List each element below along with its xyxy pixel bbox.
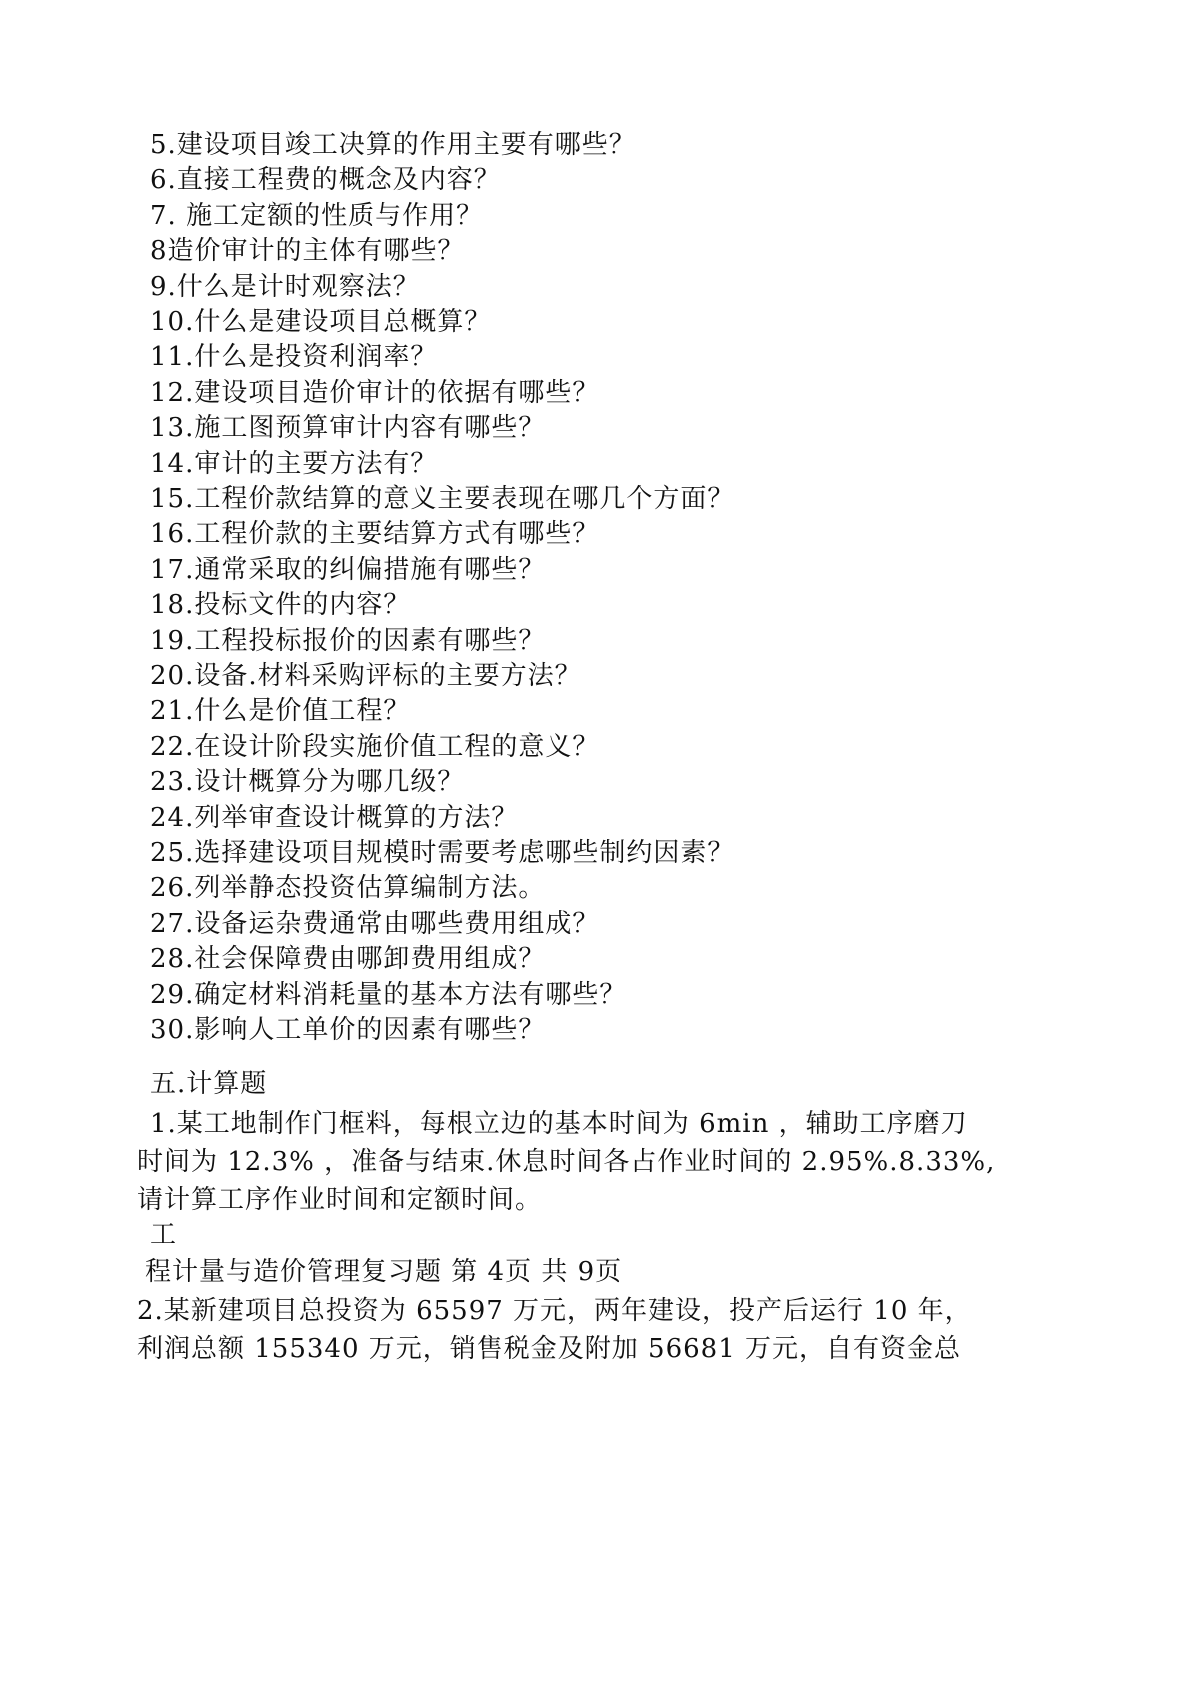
question-item: 7. 施工定额的性质与作用？ <box>150 200 484 231</box>
question-item: 19.工程投标报价的因素有哪些？ <box>150 625 546 656</box>
question-item: 24.列举审查设计概算的方法？ <box>150 802 519 833</box>
section-title: 五.计算题 <box>150 1069 268 1099</box>
problem-2-line: 2.某新建项目总投资为 65597 万元，两年建设，投产后运行 10 年， <box>137 1296 972 1326</box>
question-item: 16.工程价款的主要结算方式有哪些？ <box>150 519 600 550</box>
question-item: 10.什么是建设项目总概算？ <box>150 307 492 337</box>
problem-1-line: 请计算工序作业时间和定额时间。 <box>137 1185 543 1215</box>
question-item: 21.什么是价值工程？ <box>150 696 411 727</box>
question-item: 23.设计概算分为哪几级？ <box>150 767 465 798</box>
question-item: 28.社会保障费由哪卸费用组成？ <box>150 944 546 975</box>
question-item: 14.审计的主要方法有？ <box>150 448 438 479</box>
question-item: 26.列举静态投资估算编制方法。 <box>150 873 546 904</box>
question-item: 18.投标文件的内容？ <box>150 590 411 621</box>
question-item: 8造价审计的主体有哪些？ <box>150 236 465 267</box>
question-item: 29.确定材料消耗量的基本方法有哪些？ <box>150 979 627 1010</box>
question-item: 12.建设项目造价审计的依据有哪些？ <box>150 377 600 408</box>
question-item: 25.选择建设项目规模时需要考虑哪些制约因素？ <box>150 838 735 868</box>
question-item: 22.在设计阶段实施价值工程的意义？ <box>150 731 600 762</box>
problem-1 <box>137 1105 1047 1219</box>
question-item: 11.什么是投资利润率？ <box>150 342 438 373</box>
question-item: 30.影响人工单价的因素有哪些？ <box>150 1015 546 1045</box>
question-item: 5.建设项目竣工决算的作用主要有哪些？ <box>150 130 636 160</box>
problem-2 <box>137 1292 1037 1368</box>
page-footer: 程计量与造价管理复习题 第 4页 共 9页 <box>145 1257 623 1287</box>
problem-1-line: 1.某工地制作门框料，每根立边的基本时间为 6min ，辅助工序磨刀 <box>150 1109 968 1139</box>
question-item: 9.什么是计时观察法？ <box>150 271 420 302</box>
question-item: 15.工程价款结算的意义主要表现在哪几个方面？ <box>150 484 735 514</box>
question-item: 20.设备.材料采购评标的主要方法？ <box>150 661 582 691</box>
question-item: 27.设备运杂费通常由哪些费用组成？ <box>150 908 600 939</box>
question-item: 17.通常采取的纠偏措施有哪些？ <box>150 554 546 585</box>
footer-fragment: 工 <box>150 1220 178 1250</box>
problem-1-line: 时间为 12.3% ，准备与结束.休息时间各占作业时间的 2.95%.8.33%, <box>137 1147 996 1177</box>
problem-2-line: 利润总额 155340 万元，销售税金及附加 56681 万元，自有资金总 <box>137 1334 962 1364</box>
question-item: 13.施工图预算审计内容有哪些？ <box>150 413 546 444</box>
question-item: 6.直接工程费的概念及内容？ <box>150 165 501 196</box>
